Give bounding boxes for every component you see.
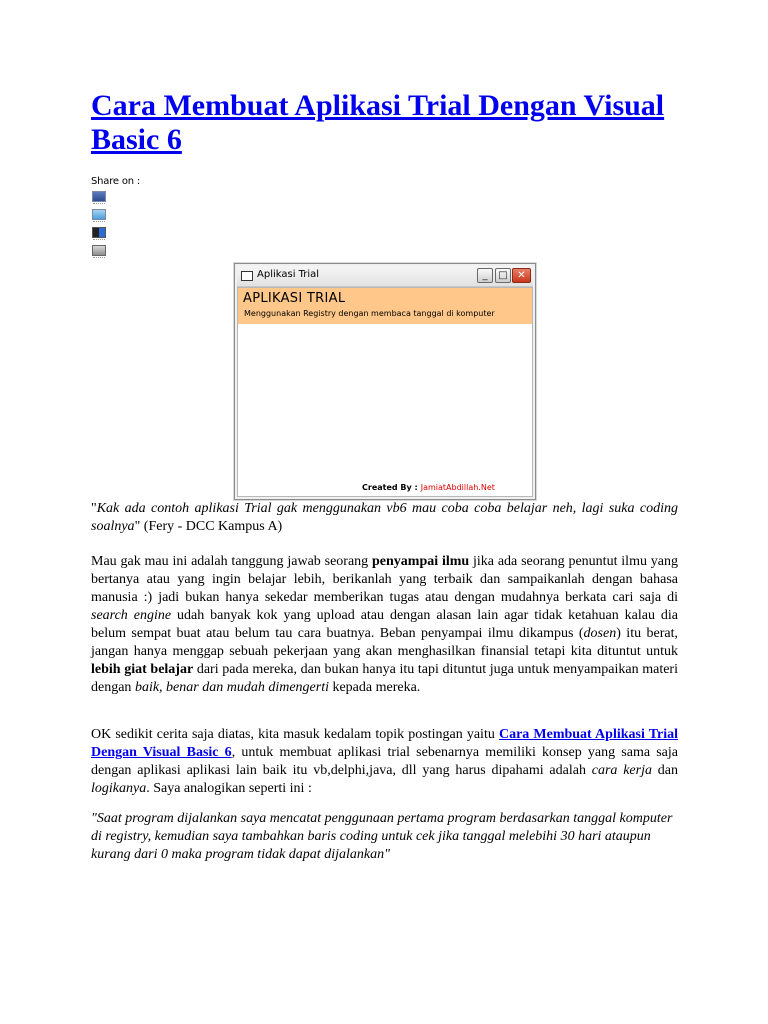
paragraph-responsibility (91, 553, 678, 697)
credit-line (362, 483, 495, 492)
para-italic: cara kerja (591, 763, 652, 778)
para-text: Mau gak mau ini adalah tanggung jawab seorang (91, 554, 372, 569)
window-client-area (237, 287, 533, 497)
delicious-icon[interactable] (91, 227, 107, 241)
quote-program-logic (91, 810, 678, 864)
para-italic: dosen (583, 626, 617, 641)
paragraph-topic (91, 726, 678, 798)
para-text: . Saya analogikan seperti ini : (146, 781, 312, 796)
quote-open: " (91, 501, 97, 516)
para-text: jika ada seorang penuntut ilmu yang bertanya atau yang ingin belajar lebih, berikanlah yang terbaik dan sampaikanlah dengan bahasa manusia :) jadi bukan hanya sekedar memberikan tugas atau dengan mudahnya berkata cari saja di (91, 554, 678, 605)
para-bold: penyampai ilmu (372, 554, 470, 569)
banner-title: APLIKASI TRIAL (243, 291, 346, 306)
credit-site: JamiatAbdillah.Net (420, 483, 495, 492)
share-label: Share on : (91, 176, 141, 187)
para-text: kepada mereka. (328, 680, 421, 695)
window-banner (238, 288, 532, 324)
quote-text: Kak ada contoh aplikasi Trial gak menggunakan vb6 mau coba coba belajar neh, lagi suka coding soalnya (91, 501, 678, 534)
window-app-icon (241, 271, 253, 281)
twitter-icon[interactable] (91, 209, 107, 223)
facebook-icon[interactable] (91, 191, 107, 205)
quote-attribution: " (Fery - DCC Kampus A) (134, 519, 283, 534)
para-italic: search engine (91, 608, 172, 623)
para-text: , untuk membuat aplikasi trial sebenarnya memiliki konsep yang sama saja dengan aplikasi aplikasi lain baik itu vb,delphi,java, dll yang harus dipahami adalah (91, 745, 678, 778)
quote-intro (91, 500, 678, 536)
para-text: dari pada mereka, dan bukan hanya itu tapi dituntut juga untuk menyampaikan materi dengan (91, 662, 678, 695)
email-icon[interactable] (91, 245, 107, 259)
window-title: Aplikasi Trial (257, 269, 320, 280)
share-icons (91, 191, 107, 263)
banner-subtitle: Menggunakan Registry dengan membaca tanggal di komputer (244, 309, 495, 318)
minimize-icon[interactable]: _ (477, 268, 493, 283)
para-text: udah banyak kok yang upload atau dengan alasan lain agar tidak ketahuan kalau dia belum sempat buat atau belum tau cara buatnya. Beban penyampai ilmu dikampus ( (91, 608, 679, 641)
quote-logic-text: "Saat program dijalankan saya mencatat penggunaan pertama program berdasarkan tanggal komputer di registry, kemudian saya tambahkan baris coding untuk cek jika tanggal melebihi 30 hari ataupun kurang dari 0 maka program tidak dapat dijalankan" (91, 811, 673, 862)
para-bold: lebih giat belajar (91, 662, 194, 677)
article-title-link[interactable]: Cara Membuat Aplikasi Trial Dengan Visual Basic 6 (91, 89, 665, 156)
para-italic: baik, benar dan mudah dimengerti (134, 680, 329, 695)
maximize-icon[interactable]: □ (495, 268, 511, 283)
para-text: dan (651, 763, 678, 778)
para-italic: logikanya (91, 781, 147, 796)
app-window-screenshot (234, 263, 536, 500)
article-title-inline-link[interactable]: Cara Membuat Aplikasi Trial Dengan Visual Basic 6 (91, 727, 678, 760)
close-icon[interactable]: ✕ (512, 268, 531, 283)
para-text: ) itu berat, jangan hanya menggap sebuah pekerjaan yang akan menghasilkan finansial tetapi kita dituntut untuk (91, 626, 679, 659)
para-text: OK sedikit cerita saja diatas, kita masuk kedalam topik postingan yaitu (91, 727, 499, 742)
credit-label: Created By : (362, 483, 418, 492)
window-titlebar (237, 266, 533, 287)
